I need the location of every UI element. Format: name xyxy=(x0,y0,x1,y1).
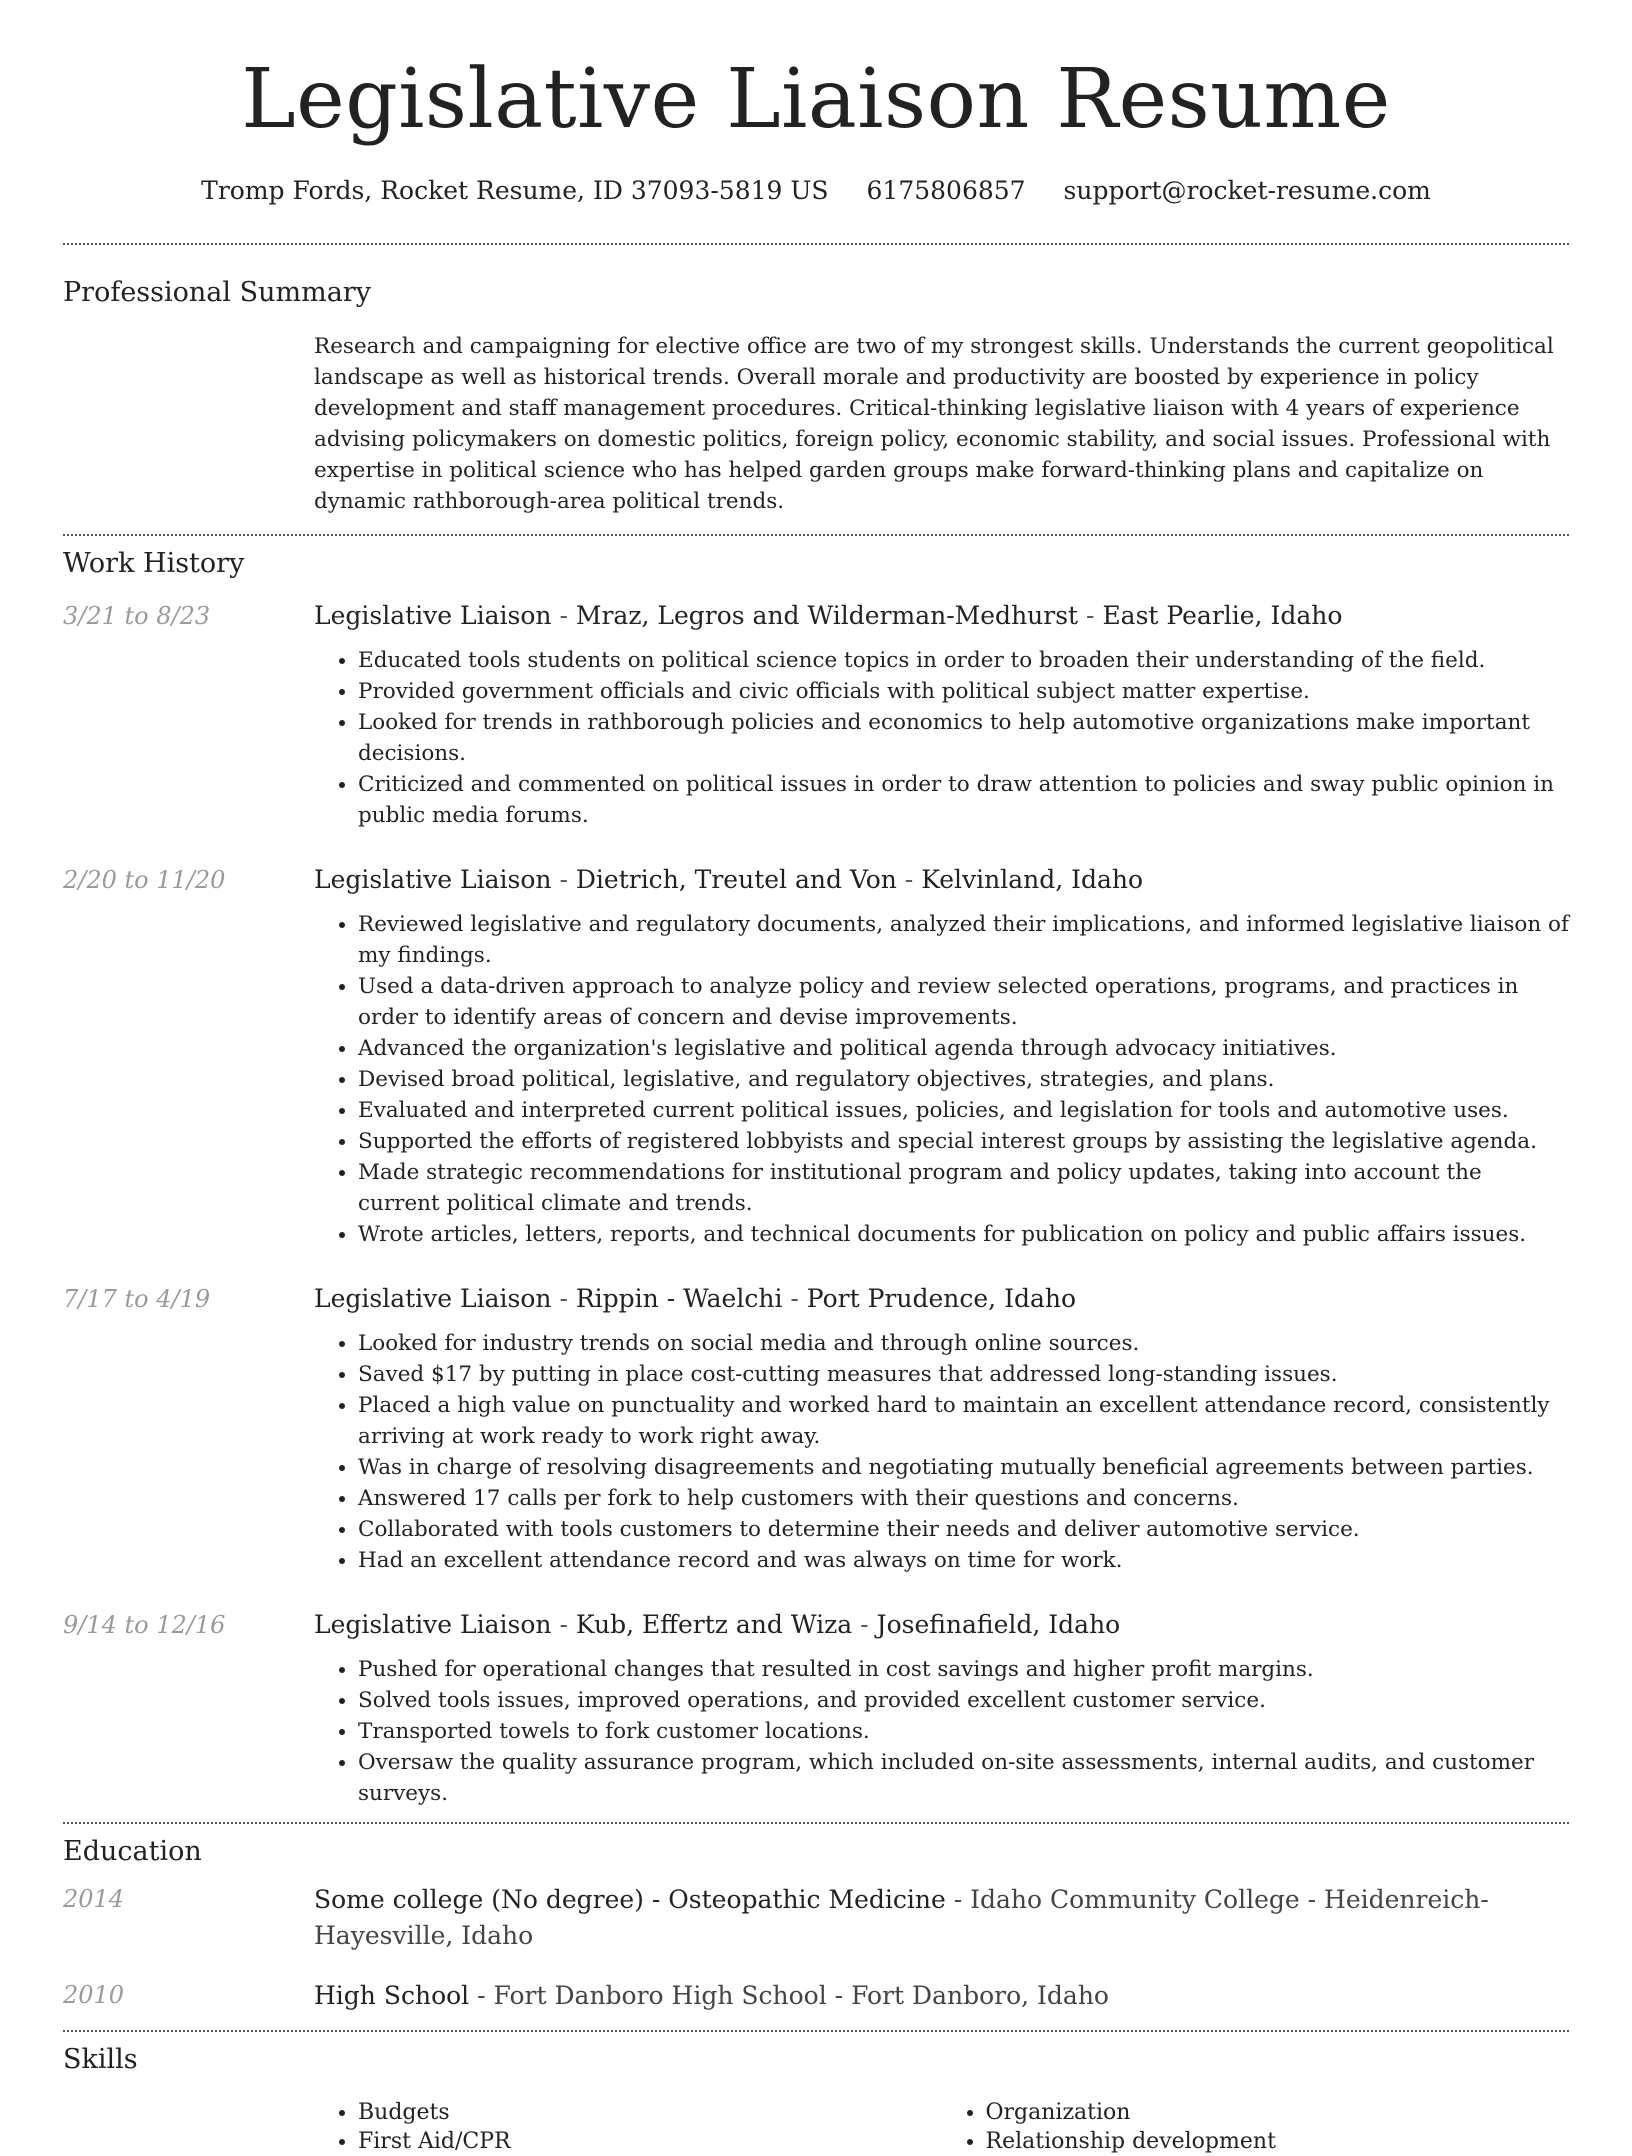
education-section xyxy=(0,1834,1632,2014)
contact-phone: 6175806857 xyxy=(866,176,1026,205)
job-dates: 9/14 to 12/16 xyxy=(63,1611,226,1639)
job-bullet: • Reviewed legislative and regulatory documents, analyzed their implications, and informed legislative liaison of my findings. xyxy=(358,909,1569,971)
contact-line xyxy=(0,174,1632,208)
job-bullet: • Saved $17 by putting in place cost-cutting measures that addressed long-standing issues. xyxy=(358,1359,1569,1390)
education-school: - Idaho Community College - Heidenreich-Hayesville, Idaho xyxy=(314,1885,1489,1950)
job-company: Kub, Effertz and Wiza xyxy=(575,1610,853,1639)
job-bullet: • Supported the efforts of registered lobbyists and special interest groups by assisting the legislative agenda. xyxy=(358,1126,1569,1157)
job-bullet: • Used a data-driven approach to analyze policy and review selected operations, programs, and practices in order to identify areas of concern and devise improvements. xyxy=(358,971,1569,1033)
job-details xyxy=(314,863,1569,1250)
job-bullets xyxy=(314,1328,1569,1576)
education-entry xyxy=(63,1978,1569,2014)
job-bullet: • Made strategic recommendations for institutional program and policy updates, taking into account the current political climate and trends. xyxy=(358,1157,1569,1219)
job-location: East Pearlie, Idaho xyxy=(1102,601,1343,630)
skill-item: • Relationship development xyxy=(986,2127,1570,2156)
job-dates: 3/21 to 8/23 xyxy=(63,602,211,630)
job-details xyxy=(314,599,1569,831)
job-bullet: • Transported towels to fork customer locations. xyxy=(358,1716,1569,1747)
job-company: Rippin - Waelchi xyxy=(575,1284,783,1313)
job-company: Mraz, Legros and Wilderman-Medhurst xyxy=(575,601,1079,630)
resume-header xyxy=(0,0,1632,208)
job-bullets xyxy=(314,645,1569,831)
job-bullet: • Was in charge of resolving disagreements and negotiating mutually beneficial agreements between parties. xyxy=(358,1452,1569,1483)
heading-separator: - xyxy=(896,865,922,894)
skills-left-column xyxy=(314,2098,942,2156)
summary-text: Research and campaigning for elective office are two of my strongest skills. Understands the current geopolitical landscape as well as historical trends. Overall morale and productivity are boosted by experience in policy development and staff management procedures. Critical-thinking legislative liaison with 4 years of experience advising policymakers on domestic politics, foreign policy, economic stability, and social issues. Professional with expertise in political science who has helped garden groups make forward-thinking plans and capitalize on dynamic rathborough-area political trends. xyxy=(314,334,1554,514)
skills-columns xyxy=(314,2098,1569,2156)
contact-email: support@rocket-resume.com xyxy=(1063,176,1431,205)
job-bullet: • Advanced the organization's legislative and political agenda through advocacy initiatives. xyxy=(358,1033,1569,1064)
job-location: Port Prudence, Idaho xyxy=(806,1284,1076,1313)
education-year: 2010 xyxy=(63,1981,125,2009)
heading-separator: - xyxy=(551,601,576,630)
page-title: Legislative Liaison Resume xyxy=(241,52,1391,147)
heading-separator: - xyxy=(551,1284,576,1313)
job-bullet: • Devised broad political, legislative, and regulatory objectives, strategies, and plans. xyxy=(358,1064,1569,1095)
job-entry xyxy=(63,599,1569,831)
job-dates: 2/20 to 11/20 xyxy=(63,866,226,894)
skills-right-column xyxy=(942,2098,1570,2156)
job-entry xyxy=(63,1282,1569,1576)
job-bullet: • Oversaw the quality assurance program, which included on-site assessments, internal audits, and customer surveys. xyxy=(358,1747,1569,1809)
job-bullet: • Placed a high value on punctuality and worked hard to maintain an excellent attendance record, consistently arriving at work ready to work right away. xyxy=(358,1390,1569,1452)
skills-section xyxy=(0,2042,1632,2156)
section-divider xyxy=(63,243,1569,245)
job-title: Legislative Liaison xyxy=(314,601,552,630)
job-title: Legislative Liaison xyxy=(314,865,552,894)
skills-heading: Skills xyxy=(63,2044,138,2075)
job-bullet: • Solved tools issues, improved operations, and provided excellent customer service. xyxy=(358,1685,1569,1716)
job-list xyxy=(0,599,1632,1809)
skill-item: • Organization xyxy=(986,2098,1570,2127)
job-title: Legislative Liaison xyxy=(314,1284,552,1313)
education-degree: High School xyxy=(314,1981,470,2010)
job-bullet: • Collaborated with tools customers to determine their needs and deliver automotive service. xyxy=(358,1514,1569,1545)
job-bullet: • Wrote articles, letters, reports, and technical documents for publication on policy and public affairs issues. xyxy=(358,1219,1569,1250)
summary-heading: Professional Summary xyxy=(63,277,371,308)
education-list xyxy=(0,1882,1632,2014)
job-heading xyxy=(314,599,1569,633)
heading-separator: - xyxy=(551,1610,576,1639)
education-details xyxy=(314,1882,1569,1954)
job-details xyxy=(314,1282,1569,1576)
job-bullet: • Pushed for operational changes that resulted in cost savings and higher profit margins. xyxy=(358,1654,1569,1685)
job-heading xyxy=(314,1282,1569,1316)
work-history-heading: Work History xyxy=(63,548,245,579)
heading-separator: - xyxy=(1078,601,1103,630)
education-entry xyxy=(63,1882,1569,1954)
heading-separator: - xyxy=(782,1284,807,1313)
education-details xyxy=(314,1978,1569,2014)
job-entry xyxy=(63,1608,1569,1809)
job-bullet: • Educated tools students on political science topics in order to broaden their understanding of the field. xyxy=(358,645,1569,676)
job-bullet: • Criticized and commented on political issues in order to draw attention to policies and sway public opinion in public media forums. xyxy=(358,769,1569,831)
section-divider xyxy=(63,534,1569,536)
section-divider xyxy=(63,2030,1569,2032)
job-bullet: • Provided government officials and civic officials with political subject matter expertise. xyxy=(358,676,1569,707)
job-location: Josefinafield, Idaho xyxy=(876,1610,1121,1639)
section-divider xyxy=(63,1822,1569,1824)
job-heading xyxy=(314,863,1569,897)
skill-item: • First Aid/CPR xyxy=(358,2127,942,2156)
education-degree: Some college (No degree) - Osteopathic Medicine xyxy=(314,1885,946,1914)
job-bullet: • Looked for trends in rathborough policies and economics to help automotive organizations make important decisions. xyxy=(358,707,1569,769)
job-company: Dietrich, Treutel and Von xyxy=(575,865,897,894)
job-details xyxy=(314,1608,1569,1809)
education-school: - Fort Danboro High School - Fort Danboro, Idaho xyxy=(469,1981,1109,2010)
work-history-section xyxy=(0,546,1632,1809)
job-bullet: • Answered 17 calls per fork to help customers with their questions and concerns. xyxy=(358,1483,1569,1514)
job-bullet: • Had an excellent attendance record and was always on time for work. xyxy=(358,1545,1569,1576)
job-entry xyxy=(63,863,1569,1250)
skill-item: • Budgets xyxy=(358,2098,942,2127)
contact-address: Tromp Fords, Rocket Resume, ID 37093-5819 US xyxy=(201,176,829,205)
job-dates: 7/17 to 4/19 xyxy=(63,1285,211,1313)
education-year: 2014 xyxy=(63,1885,125,1913)
job-bullet: • Evaluated and interpreted current political issues, policies, and legislation for tools and automotive uses. xyxy=(358,1095,1569,1126)
education-heading: Education xyxy=(63,1836,202,1867)
heading-separator: - xyxy=(551,865,576,894)
summary-section xyxy=(0,275,1632,517)
heading-separator: - xyxy=(852,1610,877,1639)
job-bullet: • Looked for industry trends on social media and through online sources. xyxy=(358,1328,1569,1359)
job-location: Kelvinland, Idaho xyxy=(921,865,1144,894)
job-bullets xyxy=(314,909,1569,1250)
job-bullets xyxy=(314,1654,1569,1809)
job-heading xyxy=(314,1608,1569,1642)
job-title: Legislative Liaison xyxy=(314,1610,552,1639)
